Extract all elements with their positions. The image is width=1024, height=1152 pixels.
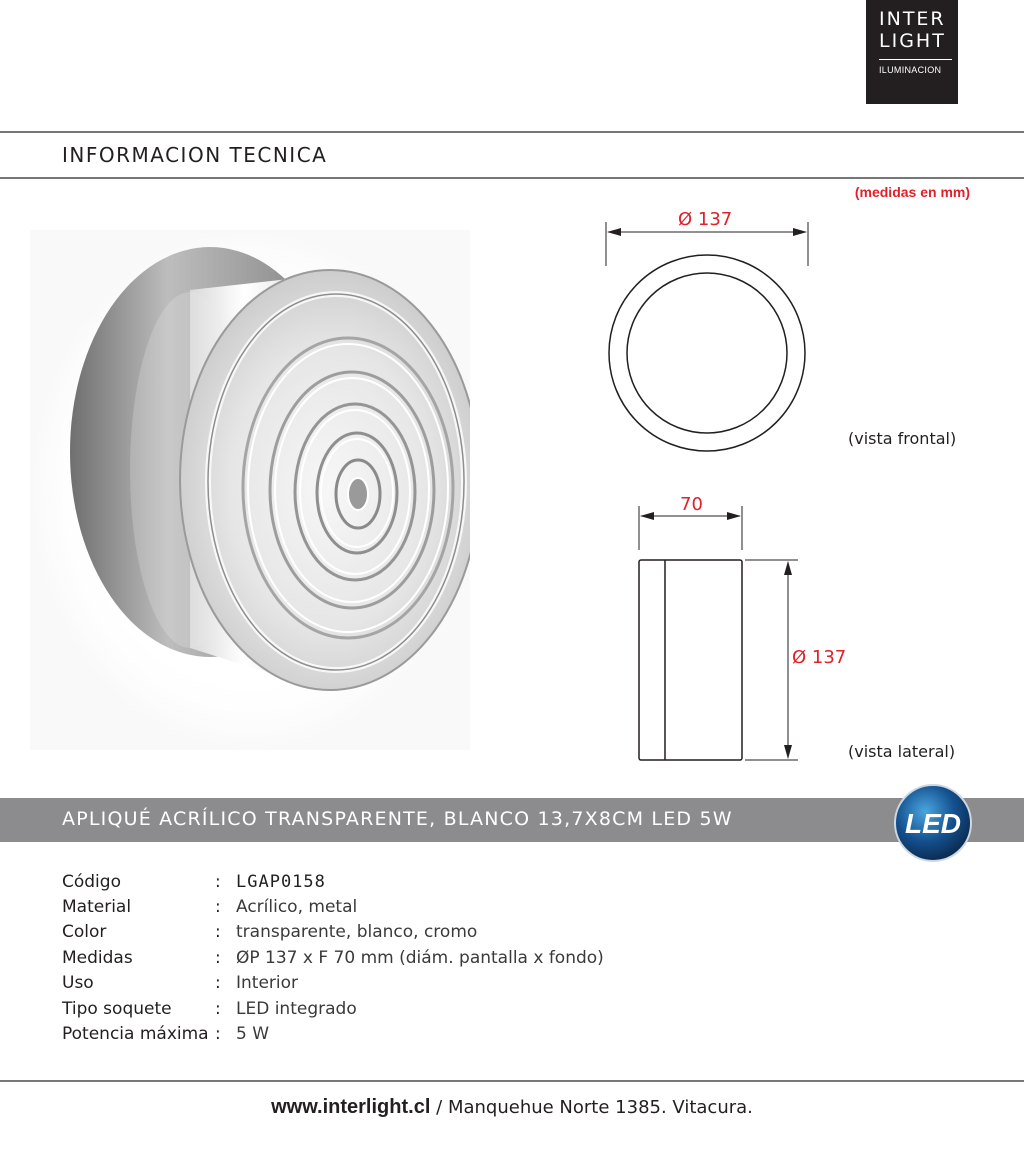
units-note: (medidas en mm) — [854, 184, 970, 200]
spec-value: Acrílico, metal — [236, 897, 358, 917]
spec-value: Interior — [236, 973, 299, 993]
front-view-label: (vista frontal) — [848, 429, 957, 448]
product-title-banner — [0, 798, 1024, 842]
brand-logo — [866, 0, 958, 104]
led-badge-text: LED — [905, 808, 961, 839]
footer — [0, 1096, 1024, 1119]
spec-colon: : — [215, 999, 221, 1019]
top-divider — [0, 131, 1024, 133]
spec-colon: : — [215, 922, 221, 942]
spec-value: 5 W — [236, 1024, 270, 1044]
spec-colon: : — [215, 1024, 221, 1044]
spec-label: Medidas — [62, 948, 133, 968]
section-divider — [0, 177, 1024, 179]
spec-colon: : — [215, 948, 221, 968]
spec-value: LGAP0158 — [236, 872, 326, 892]
footer-address: Manquehue Norte 1385. Vitacura. — [447, 1097, 753, 1118]
side-depth-label: 70 — [680, 494, 703, 515]
spec-colon: : — [215, 872, 221, 892]
spec-value: LED integrado — [236, 999, 357, 1019]
side-diameter-label: Ø 137 — [792, 647, 847, 668]
spec-label: Color — [62, 922, 107, 942]
spec-label: Material — [62, 897, 132, 917]
logo-line-light: LIGHT — [879, 30, 946, 52]
logo-divider — [879, 59, 952, 60]
spec-value: ØP 137 x F 70 mm (diám. pantalla x fondo) — [236, 948, 604, 968]
spec-value: transparente, blanco, cromo — [236, 922, 478, 942]
footer-divider — [0, 1080, 1024, 1082]
spec-colon: : — [215, 897, 221, 917]
spec-label: Potencia máxima — [62, 1024, 209, 1044]
front-diameter-label: Ø 137 — [678, 209, 733, 230]
spec-label: Uso — [62, 973, 94, 993]
logo-line-inter: INTER — [879, 8, 946, 30]
product-photo — [30, 230, 470, 754]
spec-label: Tipo soquete — [62, 999, 172, 1019]
technical-drawing — [590, 200, 850, 784]
website-link[interactable]: www.interlight.cl — [271, 1096, 431, 1118]
led-badge — [892, 782, 974, 868]
spec-colon: : — [215, 973, 221, 993]
product-title: APLIQUÉ ACRÍLICO TRANSPARENTE, BLANCO 13,7X8CM LED 5W — [62, 808, 733, 830]
logo-line-iluminacion: ILUMINACION — [879, 65, 942, 75]
spec-label: Código — [62, 872, 121, 892]
section-title: INFORMACION TECNICA — [62, 143, 328, 167]
side-view-label: (vista lateral) — [848, 742, 956, 761]
footer-separator: / — [436, 1097, 443, 1118]
